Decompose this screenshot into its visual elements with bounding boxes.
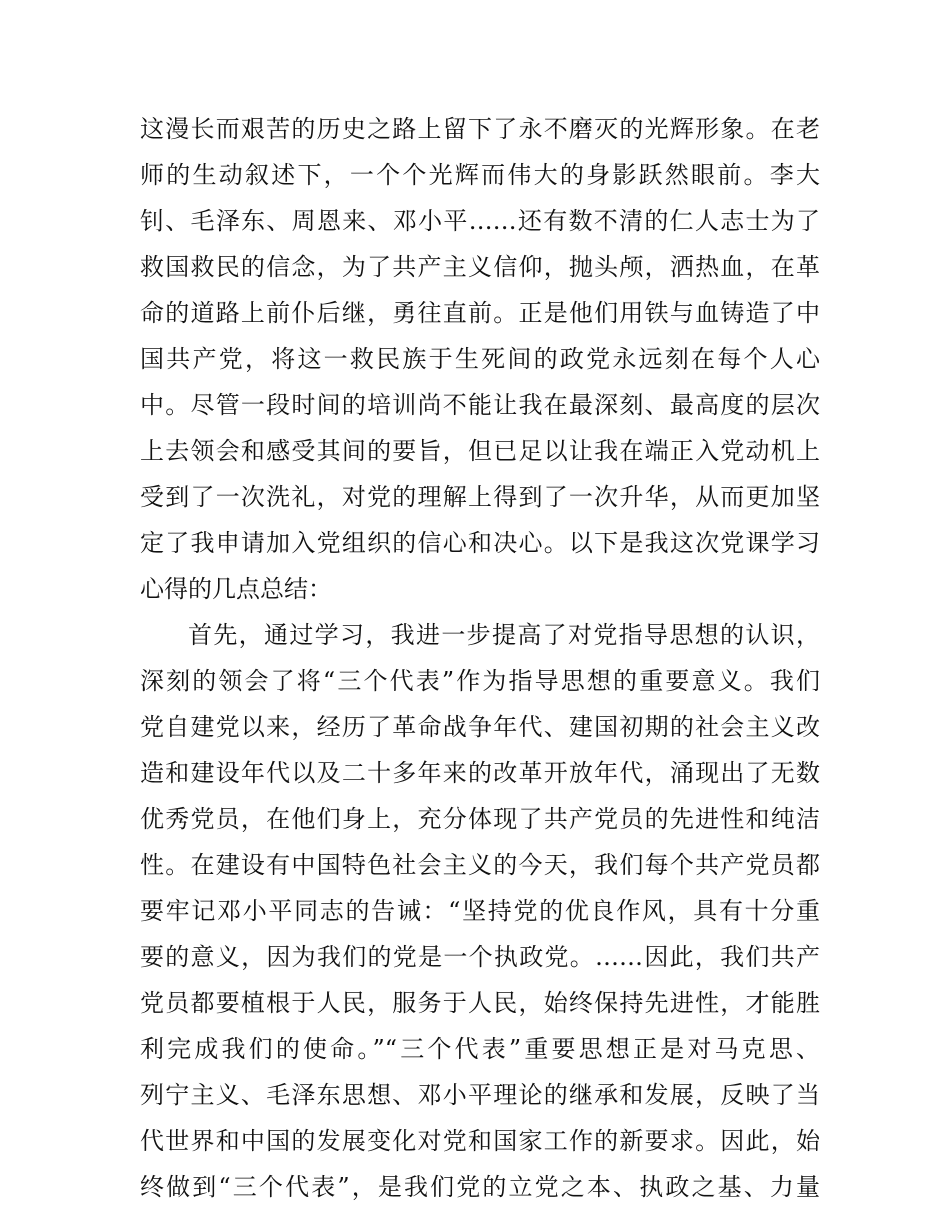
text-line: 受到了一次洗礼，对党的理解上得到了一次升华，从而更加坚 [140,483,820,511]
text-line: 列宁主义、毛泽东思想、邓小平理论的继承和发展，反映了当 [140,1081,820,1109]
text-line: 这漫长而艰苦的历史之路上留下了永不磨灭的光辉形象。在老 [140,115,820,143]
text-line: 要的意义，因为我们的党是一个执政党。……因此，我们共产 [140,943,820,971]
text-line: 优秀党员，在他们身上，充分体现了共产党员的先进性和纯洁 [140,805,820,833]
text-line: 钊、毛泽东、周恩来、邓小平……还有数不清的仁人志士为了 [140,207,820,235]
text-line: 定了我申请加入党组织的信心和决心。以下是我这次党课学习 [140,529,820,557]
text-line: 要牢记邓小平同志的告诫：“坚持党的优良作风，具有十分重 [140,897,820,925]
text-line: 深刻的领会了将“三个代表”作为指导思想的重要意义。我们 [140,667,820,695]
text-line: 利完成我们的使命。”“三个代表”重要思想正是对马克思、 [140,1035,820,1063]
text-line: 代世界和中国的发展变化对党和国家工作的新要求。因此，始 [140,1127,820,1155]
text-line: 师的生动叙述下，一个个光辉而伟大的身影跃然眼前。李大 [140,161,820,189]
text-line: 命的道路上前仆后继，勇往直前。正是他们用铁与血铸造了中 [140,299,820,327]
text-line: 国共产党，将这一救民族于生死间的政党永远刻在每个人心 [140,345,820,373]
paragraph-first-point [140,612,820,1210]
text-line: 党员都要植根于人民，服务于人民，始终保持先进性，才能胜 [140,989,820,1017]
text-line: 终做到“三个代表”，是我们党的立党之本、执政之基、力量 [140,1173,820,1201]
text-line: 上去领会和感受其间的要旨，但已足以让我在端正入党动机上 [140,437,820,465]
document-body [140,106,820,1210]
text-line: 救国救民的信念，为了共产主义信仰，抛头颅，洒热血，在革 [140,253,820,281]
text-line: 中。尽管一段时间的培训尚不能让我在最深刻、最高度的层次 [140,391,820,419]
text-line: 心得的几点总结： [140,575,332,603]
text-line: 党自建党以来，经历了革命战争年代、建国初期的社会主义改 [140,713,820,741]
text-line: 性。在建设有中国特色社会主义的今天，我们每个共产党员都 [140,851,820,879]
text-line: 造和建设年代以及二十多年来的改革开放年代，涌现出了无数 [140,759,820,787]
paragraph-continuation [140,106,820,612]
text-line-indented: 首先，通过学习，我进一步提高了对党指导思想的认识， [188,621,820,649]
